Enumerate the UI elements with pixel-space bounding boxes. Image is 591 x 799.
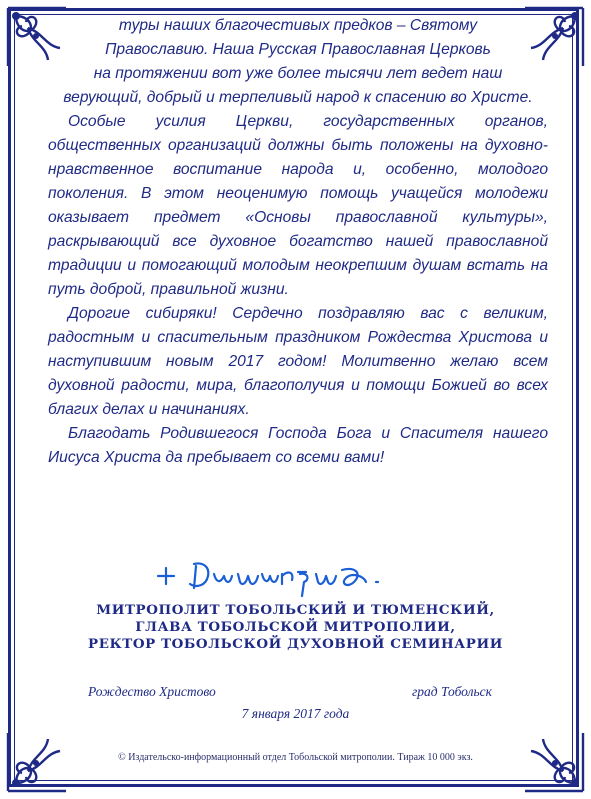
lead-line: на протяжении вот уже более тысячи лет ведет наш [93,65,503,82]
handwritten-signature [150,548,440,598]
signatory-line: ГЛАВА ТОБОЛЬСКОЙ МИТРОПОЛИИ, [135,619,456,635]
lead-line: Православию. Наша Русская Православная Церковь [105,41,491,58]
copyright-notice: © Издательско-информационный отдел Тобольской митрополии. Тираж 10 000 экз. [118,752,473,763]
signatory-title [60,602,531,653]
lead-line: туры наших благочестивых предков – Святому [118,17,478,34]
letter-body [48,14,548,470]
paragraph-greeting: Дорогие сибиряки! Сердечно поздравляю вас с великим, радостным и спасительным праздником Рождества Христова и наступившим новым 2017 годом! Молитвенно желаю всем духовной радости, мира, благополучия и помощи Божией во всех благих делах и начинаниях. [48,305,548,418]
date-label: 7 января 2017 года [241,706,350,721]
occasion-label: Рождество Христово [88,684,216,699]
signatory-line: РЕКТОР ТОБОЛЬСКОЙ ДУХОВНОЙ СЕМИНАРИИ [88,636,503,652]
paragraph-blessing: Благодать Родившегося Господа Бога и Спасителя нашего Иисуса Христа да пребывает со всеми вами! [48,425,548,466]
lead-line: верующий, добрый и терпеливый народ к спасению во Христе. [63,89,533,106]
paragraph-lead [48,14,548,110]
place-label: град Тобольск [412,684,492,699]
signatory-line: МИТРОПОЛИТ ТОБОЛЬСКИЙ И ТЮМЕНСКИЙ, [96,602,495,618]
paragraph-church-efforts: Особые усилия Церкви, государственных органов, общественных организаций должны быть положены на духовно-нравственное воспитание народа и, особенно, молодого поколения. В этом неоценимую помощь учащейся молодежи оказывает предмет «Основы православной культуры», раскрывающий все духовное богатство нашей православной традиции и помогающий молодым неокрепшим душам встать на путь доброй, правильной жизни. [48,113,548,298]
